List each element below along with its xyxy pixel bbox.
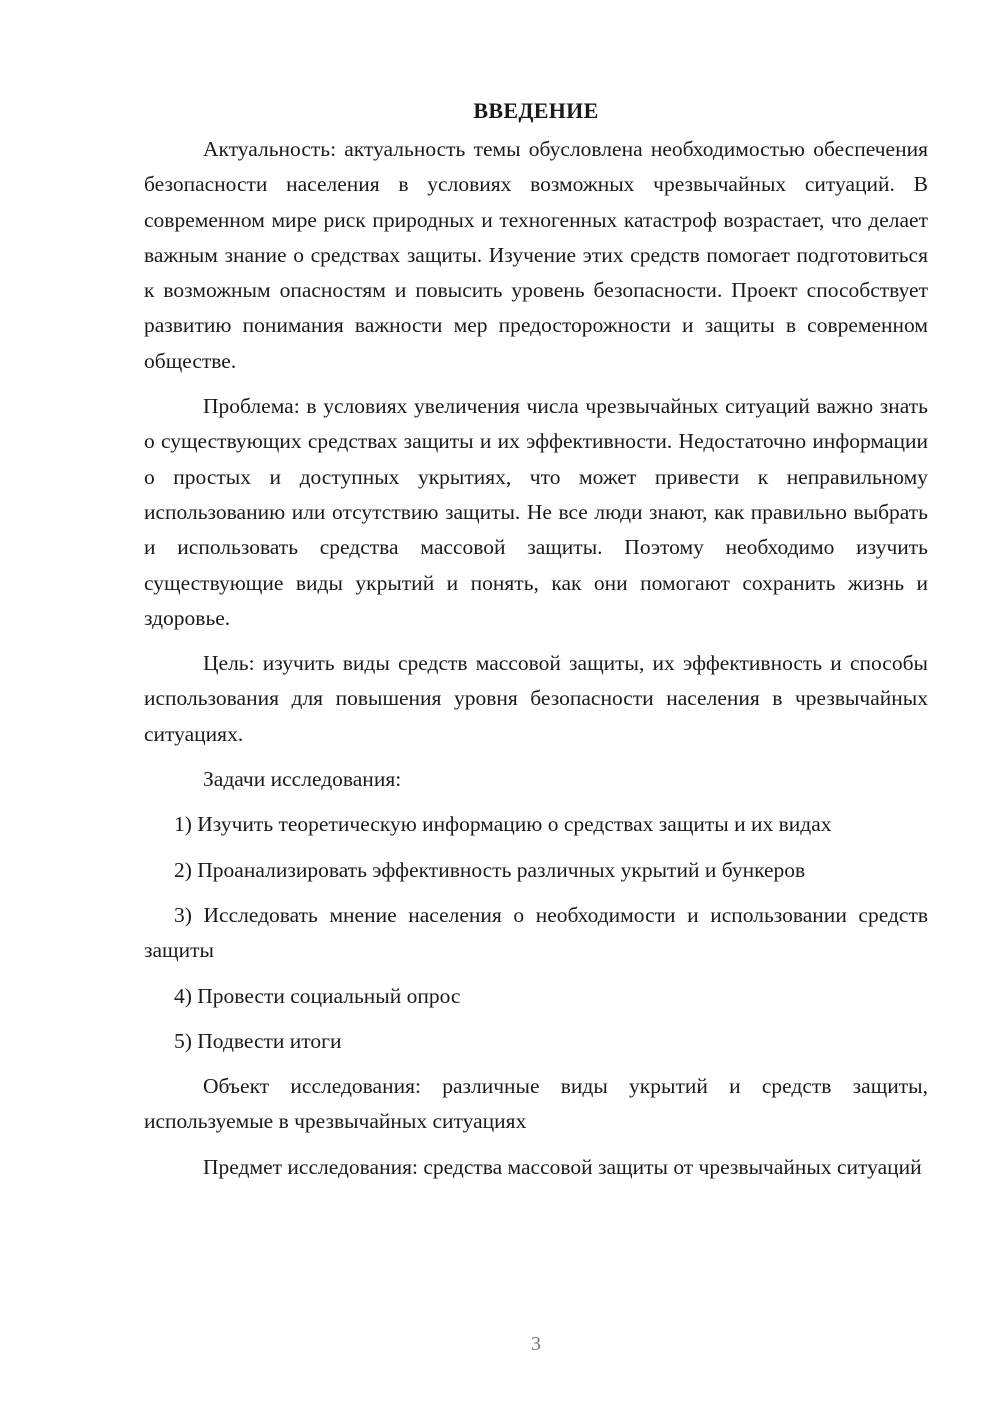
task-item-1: 1) Изучить теоретическую информацию о средствах защиты и их видах: [174, 812, 832, 837]
problem-paragraph: Проблема: в условиях увеличения числа чрезвычайных ситуаций важно знать о существующих средствах защиты и их эффективности. Недостаточно информации о простых и доступных укрытиях, что может привести к неправильному использованию или отсутствию защиты. Не все люди знают, как правильно выбрать и использовать средства массовой защиты. Поэтому необходимо изучить существующие виды укрытий и понять, как они помогают сохранить жизнь и здоровье.: [144, 394, 928, 630]
page-number: 3: [531, 1333, 541, 1355]
task-item-2: 2) Проанализировать эффективность различных укрытий и бункеров: [174, 857, 806, 882]
task-item-4: 4) Провести социальный опрос: [174, 983, 461, 1008]
relevance-paragraph: Актуальность: актуальность темы обусловлена необходимостью обеспечения безопасности населения в условиях возможных чрезвычайных ситуаций. В современном мире риск природных и техногенных катастроф возрастает, что делает важным знание о средствах защиты. Изучение этих средств помогает подготовиться к возможным опасностям и повысить уровень безопасности. Проект способствует развитию понимания важности мер предосторожности и защиты в современном обществе.: [144, 137, 928, 373]
task-item-3: 3) Исследовать мнение населения о необходимости и использовании средств защиты: [144, 902, 928, 963]
document-page: [144, 96, 928, 1195]
subject-paragraph: Предмет исследования: средства массовой защиты от чрезвычайных ситуаций: [203, 1154, 922, 1179]
object-paragraph: Объект исследования: различные виды укрытий и средств защиты, используемые в чрезвычайных ситуациях: [144, 1074, 928, 1134]
section-heading: ВВЕДЕНИЕ: [473, 98, 599, 123]
goal-paragraph: Цель: изучить виды средств массовой защиты, их эффективность и способы использования для повышения уровня безопасности населения в чрезвычайных ситуациях.: [144, 651, 928, 746]
task-item-5: 5) Подвести итоги: [174, 1028, 342, 1053]
tasks-heading: Задачи исследования:: [203, 767, 402, 792]
